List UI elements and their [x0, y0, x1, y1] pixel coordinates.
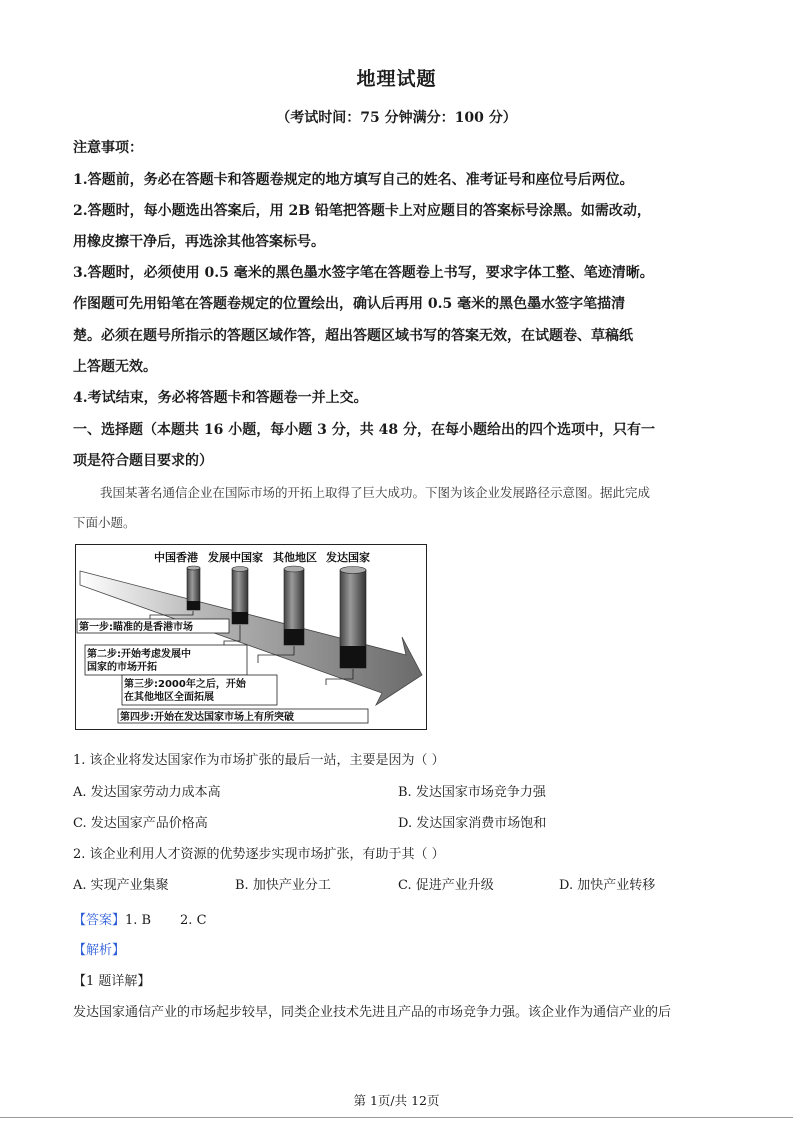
notice-line: 1.答题前，务必在答题卡和答题卷规定的地方填写自己的姓名、准考证号和座位号后两位。	[73, 172, 634, 188]
question-2-stem: 2. 该企业利用人才资源的优势逐步实现市场扩张，有助于其（ ）	[73, 847, 445, 862]
cylinder-hk	[187, 566, 200, 610]
detail-label: 【1 题详解】	[73, 974, 151, 989]
answer-line	[73, 909, 207, 928]
question-2-option-a: A. 实现产业集聚	[73, 878, 169, 893]
notice-line: 上答题无效。	[73, 359, 157, 375]
intro-text: 下面小题。	[73, 515, 136, 530]
question-1-option-b: B. 发达国家市场竞争力强	[398, 785, 546, 800]
notice-line: 作图题可先用铅笔在答题卷规定的位置绘出，确认后再用 0.5 毫米的黑色墨水签字笔描清	[73, 296, 626, 312]
notice-line: 3.答题时，必须使用 0.5 毫米的黑色墨水签字笔在答题卷上书写，要求字体工整、笔迹清晰。	[73, 265, 654, 281]
section-heading: 一、选择题（本题共 16 小题，每小题 3 分，共 48 分，在每小题给出的四个选项中，只有一	[73, 422, 655, 438]
notice-line: 楚。必须在题号所指示的答题区域作答，超出答题区域书写的答案无效，在试题卷、草稿纸	[73, 328, 633, 344]
development-path-figure	[75, 544, 427, 730]
label-developed: 发达国家	[326, 551, 370, 564]
intro-text: 我国某著名通信企业在国际市场的开拓上取得了巨大成功。下图为该企业发展路径示意图。据此完成	[100, 485, 651, 500]
detail-text: 发达国家通信产业的市场起步较早，同类企业技术先进且产品的市场竞争力强。该企业作为通信产业的后	[73, 1005, 672, 1020]
notice-line: 2.答题时，每小题选出答案后，用 2B 铅笔把答题卡上对应题目的答案标号涂黑。如需改动，	[73, 203, 651, 219]
label-step1: 第一步:瞄准的是香港市场	[79, 622, 193, 633]
analysis-label: 【解析】	[73, 943, 126, 958]
exam-subtitle: （考试时间：75 分钟满分：100 分）	[276, 110, 517, 126]
cylinder-developing	[232, 567, 248, 625]
page-title: 地理试题	[356, 68, 437, 90]
label-hk: 中国香港	[154, 551, 198, 564]
cylinder-other	[284, 566, 304, 645]
page-number: 第 1页/共 12页	[353, 1093, 440, 1108]
section-heading: 项是符合题目要求的）	[73, 453, 213, 469]
notice-line: 用橡皮擦干净后，再选涂其他答案标号。	[73, 234, 325, 250]
label-step4: 第四步:开始在发达国家市场上有所突破	[120, 712, 294, 723]
label-step2a: 第二步:开始考虑发展中	[87, 649, 191, 660]
question-1-option-c: C. 发达国家产品价格高	[73, 816, 208, 831]
path-diagram	[76, 545, 427, 730]
label-step3a: 第三步:2000年之后，开始	[124, 679, 246, 690]
answer-label: 【答案】	[73, 913, 126, 928]
notice-heading: 注意事项：	[73, 140, 143, 156]
label-other: 其他地区	[273, 551, 317, 564]
question-2-option-c: C. 促进产业升级	[398, 878, 494, 893]
notice-line: 4.考试结束，务必将答题卡和答题卷一并上交。	[73, 390, 368, 406]
question-2-option-d: D. 加快产业转移	[559, 878, 656, 893]
label-step2b: 国家的市场开拓	[87, 662, 157, 673]
label-step3b: 在其他地区全面拓展	[124, 692, 214, 703]
question-1-option-a: A. 发达国家劳动力成本高	[73, 785, 221, 800]
answer-text: 1. B 2. C	[125, 913, 207, 928]
bottom-divider	[0, 1117, 793, 1118]
label-developing: 发展中国家	[208, 551, 263, 564]
question-1-stem: 1. 该企业将发达国家作为市场扩张的最后一站，主要是因为（ ）	[73, 753, 445, 768]
question-2-option-b: B. 加快产业分工	[235, 878, 331, 893]
cylinder-developed	[340, 567, 366, 669]
question-1-option-d: D. 发达国家消费市场饱和	[398, 816, 547, 831]
